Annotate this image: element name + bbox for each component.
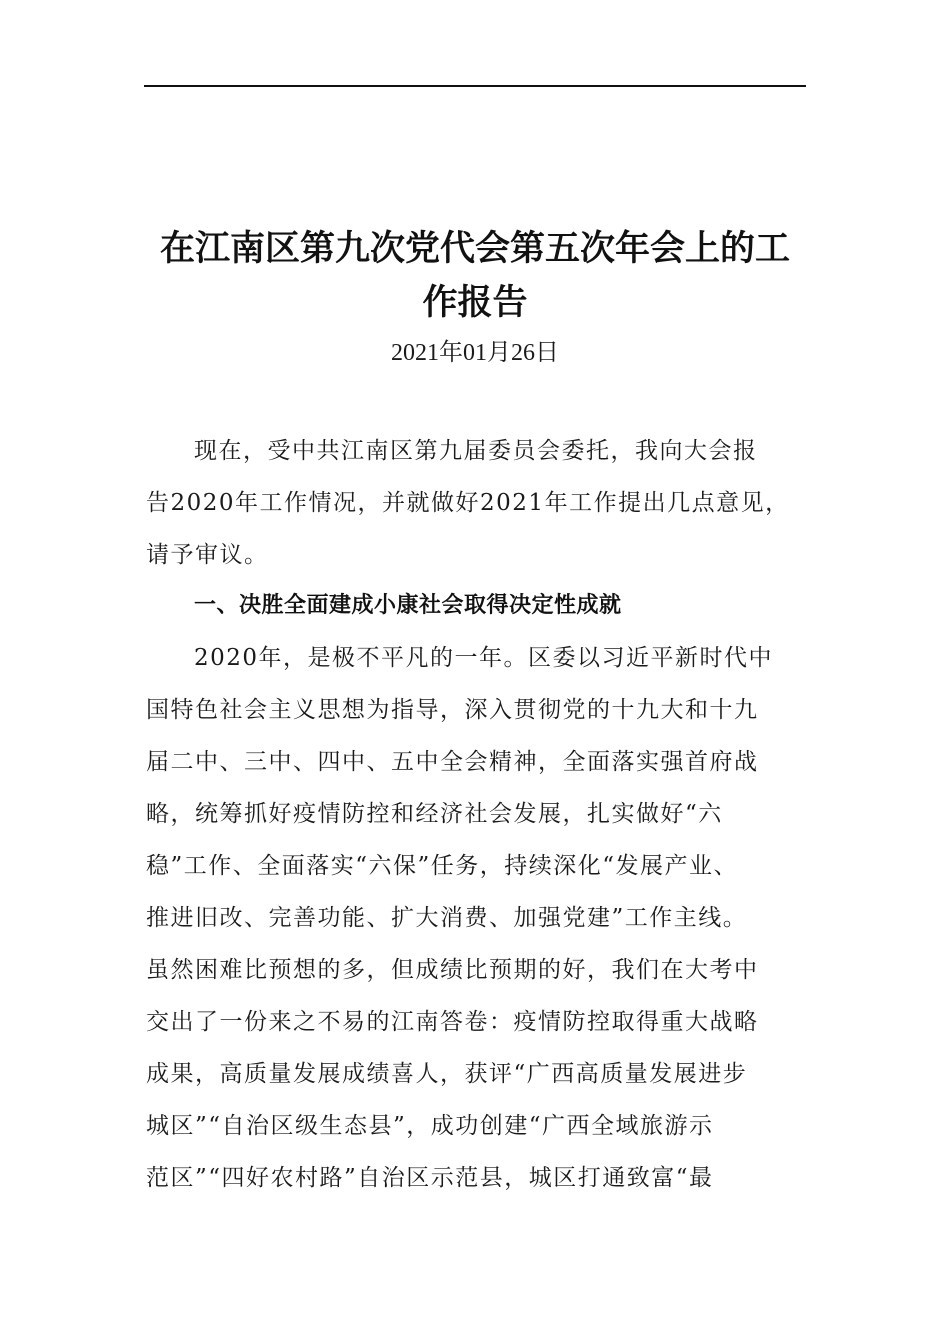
section-heading: 一、决胜全面建成小康社会取得决定性成就 bbox=[194, 593, 622, 618]
paragraph-line: 虽然困难比预想的多，但成绩比预期的好，我们在大考中 bbox=[146, 957, 759, 983]
paragraph-line: 现在，受中共江南区第九届委员会委托，我向大会报 bbox=[194, 438, 758, 464]
intro-paragraph bbox=[146, 425, 806, 581]
paragraph-line: 推进旧改、完善功能、扩大消费、加强党建”工作主线。 bbox=[146, 905, 748, 931]
header-rule bbox=[144, 85, 806, 87]
paragraph-line: 范区”“四好农村路”自治区示范县，城区打通致富“最 bbox=[146, 1165, 714, 1191]
paragraph-line: 城区”“自治区级生态县”，成功创建“广西全域旅游示 bbox=[146, 1113, 714, 1139]
title-line-1: 在江南区第九次党代会第五次年会上的工 bbox=[159, 228, 790, 269]
title-line-2: 作报告 bbox=[422, 282, 528, 323]
paragraph-line: 稳”工作、全面落实“六保”任务，持续深化“发展产业、 bbox=[146, 853, 739, 879]
paragraph-line: 成果，高质量发展成绩喜人，获评“广西高质量发展进步 bbox=[146, 1061, 748, 1087]
paragraph-line: 交出了一份来之不易的江南答卷：疫情防控取得重大战略 bbox=[146, 1009, 759, 1035]
body-paragraph bbox=[146, 632, 806, 1204]
paragraph-line: 略，统筹抓好疫情防控和经济社会发展，扎实做好“六 bbox=[146, 801, 723, 827]
document-date: 2021年01月26日 bbox=[391, 340, 559, 366]
paragraph-line: 告2020年工作情况，并就做好2021年工作提出几点意见， bbox=[146, 490, 790, 516]
paragraph-line: 国特色社会主义思想为指导，深入贯彻党的十九大和十九 bbox=[146, 697, 759, 723]
paragraph-line: 2020年，是极不平凡的一年。区委以习近平新时代中 bbox=[194, 645, 774, 671]
paragraph-line: 请予审议。 bbox=[146, 542, 269, 568]
document-title bbox=[144, 222, 806, 330]
paragraph-line: 届二中、三中、四中、五中全会精神，全面落实强首府战 bbox=[146, 749, 759, 775]
